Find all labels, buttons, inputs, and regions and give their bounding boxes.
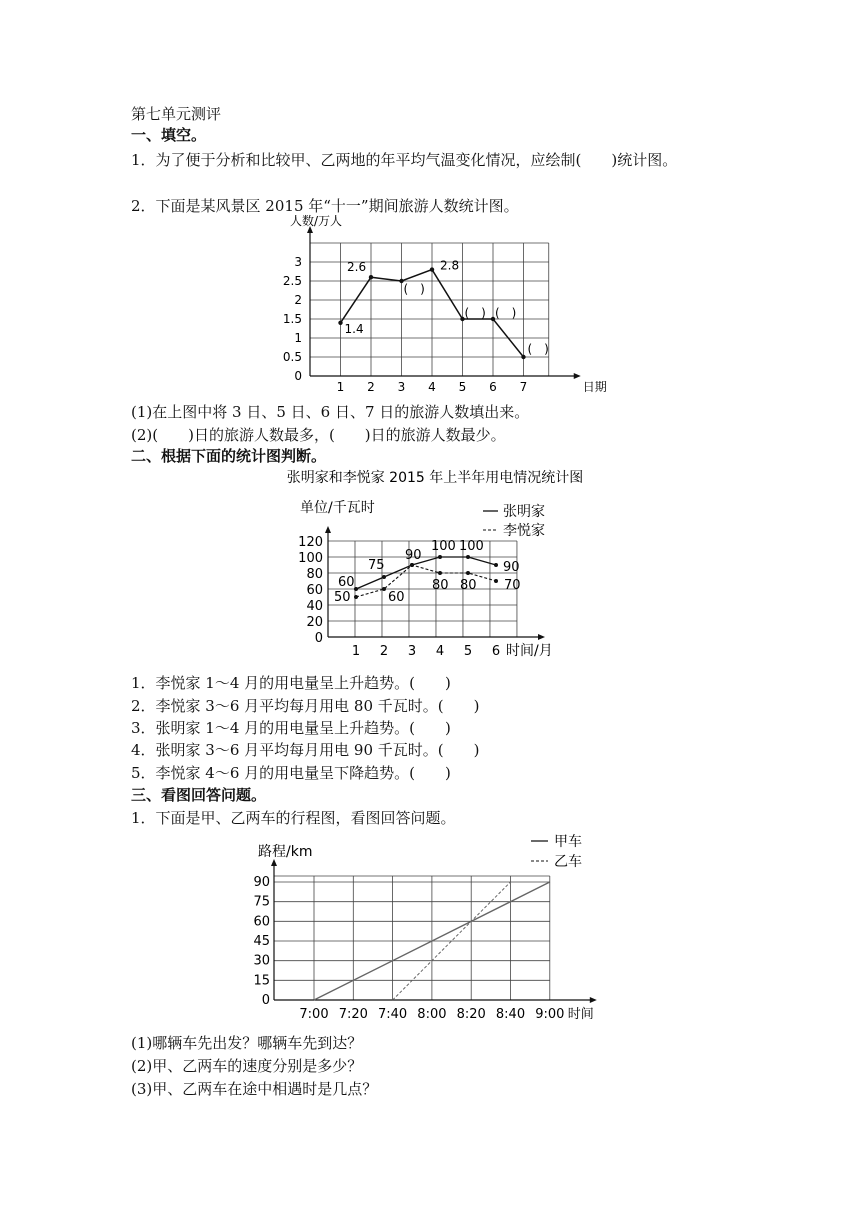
y-axis-label: 人数/万人	[290, 214, 343, 228]
y-tick-label: 75	[253, 894, 270, 910]
x-axis-label: 时间/月	[506, 643, 553, 659]
data-label: ( )	[527, 342, 549, 356]
x-tick-label: 1	[336, 380, 345, 394]
y-tick-label: 0.5	[282, 350, 302, 364]
question-3-1: 1．下面是甲、乙两车的行程图，看图回答问题。	[131, 809, 456, 827]
y-axis-label: 单位/千瓦时	[300, 500, 375, 516]
question-1-1: 1．为了便于分析和比较甲、乙两地的年平均气温变化情况，应绘制( )统计图。	[131, 151, 678, 169]
data-label: 2.8	[440, 258, 460, 273]
x-tick-label: 6	[491, 644, 501, 659]
data-point	[438, 555, 442, 559]
y-tick-label: 0	[314, 631, 323, 646]
x-axis-arrow	[574, 373, 581, 379]
x-tick-label: 1	[351, 644, 361, 659]
x-tick-label: 7:00	[299, 1007, 329, 1022]
page-title: 第七单元测评	[131, 105, 222, 123]
y-tick-label: 0	[294, 369, 302, 383]
data-point	[466, 571, 470, 575]
x-tick-label: 8:20	[456, 1007, 486, 1022]
data-label: 60	[388, 590, 405, 605]
y-tick-label: 2	[294, 293, 302, 307]
question-1-2: 2．下面是某风景区 2015 年“十一”期间旅游人数统计图。	[131, 197, 519, 215]
x-tick-label: 3	[407, 644, 417, 659]
judge-item-1: 1．李悦家 1～4 月的用电量呈上升趋势。( )	[131, 674, 451, 692]
judge-item-4: 4．张明家 3～6 月平均每月用电 90 千瓦时。( )	[131, 741, 480, 759]
question-3-1-1: (1)哪辆车先出发？哪辆车先到达？	[131, 1034, 363, 1052]
y-tick-label: 90	[253, 875, 270, 890]
data-point	[382, 587, 386, 591]
x-axis-label: 日期	[582, 380, 607, 394]
y-tick-label: 40	[306, 599, 323, 614]
data-label: ( )	[403, 282, 425, 296]
x-tick-label: 8:00	[417, 1007, 447, 1022]
data-label: 100	[459, 539, 484, 554]
data-label: 75	[368, 558, 385, 573]
data-label: 1.4	[344, 321, 364, 336]
section-1-heading: 一、填空。	[131, 126, 207, 144]
question-1-2-2: (2)( )日的旅游人数最多，( )日的旅游人数最少。	[131, 426, 506, 444]
data-point	[438, 571, 442, 575]
x-tick-label: 2	[367, 380, 375, 394]
question-3-1-2: (2)甲、乙两车的速度分别是多少？	[131, 1057, 363, 1075]
x-tick-label: 4	[428, 380, 436, 394]
legend-label: 张明家	[503, 504, 545, 520]
x-axis-arrow	[590, 997, 597, 1003]
x-tick-label: 7:20	[338, 1007, 368, 1022]
y-tick-label: 0	[261, 993, 270, 1008]
y-tick-label: 30	[253, 953, 270, 969]
y-tick-label: 60	[253, 914, 270, 930]
data-point	[521, 355, 525, 359]
x-tick-label: 8:40	[495, 1007, 526, 1022]
y-axis-label: 路程/km	[258, 844, 313, 860]
data-point	[354, 595, 358, 599]
x-tick-label: 9:00	[535, 1007, 565, 1022]
x-tick-label: 2	[379, 644, 389, 659]
y-tick-label: 120	[298, 535, 323, 550]
legend-label: 甲车	[554, 834, 582, 850]
y-tick-label: 60	[306, 583, 323, 598]
data-point	[369, 275, 373, 279]
data-label: 80	[460, 578, 477, 593]
x-tick-label: 3	[397, 380, 406, 394]
y-axis-arrow	[271, 859, 277, 866]
data-label: 100	[431, 539, 456, 554]
judge-item-3: 3．张明家 1～4 月的用电量呈上升趋势。( )	[131, 719, 451, 737]
data-point	[338, 321, 342, 325]
y-axis-arrow	[325, 526, 331, 533]
x-tick-label: 5	[463, 644, 473, 659]
y-tick-label: 1.5	[282, 312, 302, 326]
data-label: ( )	[464, 306, 486, 320]
data-label: 70	[504, 578, 521, 593]
y-tick-label: 80	[306, 567, 323, 582]
section-2-heading: 二、根据下面的统计图判断。	[131, 447, 327, 465]
data-label: 60	[338, 575, 355, 590]
data-label: ( )	[495, 306, 517, 320]
y-tick-label: 2.5	[282, 274, 302, 288]
tourist-count-line-chart	[270, 214, 607, 400]
question-3-1-3: (3)甲、乙两车在途中相遇时是几点？	[131, 1080, 378, 1098]
data-label: 80	[432, 578, 449, 593]
data-label: 2.6	[347, 260, 367, 275]
electricity-usage-line-chart	[250, 466, 620, 666]
question-1-2-1: (1)在上图中将 3 日、5 日、6 日、7 日的旅游人数填出来。	[131, 403, 530, 421]
x-tick-label: 5	[458, 380, 467, 394]
y-tick-label: 3	[294, 255, 302, 269]
judge-item-5: 5．李悦家 4～6 月的用电量呈下降趋势。( )	[131, 764, 451, 782]
x-tick-label: 7:40	[377, 1007, 408, 1022]
travel-distance-chart	[250, 828, 610, 1026]
data-point	[466, 555, 470, 559]
y-tick-label: 45	[253, 934, 270, 949]
legend-label: 李悦家	[503, 523, 545, 539]
data-label: 50	[334, 590, 351, 605]
legend-label: 乙车	[554, 854, 582, 870]
chart-title: 张明家和李悦家 2015 年上半年用电情况统计图	[286, 470, 584, 486]
data-point	[410, 563, 414, 567]
y-tick-label: 15	[253, 973, 270, 989]
section-3-heading: 三、看图回答问题。	[131, 786, 267, 804]
y-tick-label: 1	[294, 331, 302, 345]
judge-item-2: 2．李悦家 3～6 月平均每月用电 80 千瓦时。( )	[131, 697, 480, 715]
x-tick-label: 6	[489, 380, 497, 394]
x-axis-label: 时间	[567, 1007, 594, 1022]
x-tick-label: 7	[519, 380, 528, 394]
y-tick-label: 100	[298, 551, 323, 566]
data-point	[494, 563, 498, 567]
y-tick-label: 20	[306, 615, 323, 630]
data-point	[354, 587, 358, 591]
data-point	[494, 579, 498, 583]
x-tick-label: 4	[435, 644, 445, 659]
data-point	[382, 575, 386, 579]
x-axis-arrow	[538, 634, 545, 640]
data-label: 90	[503, 560, 520, 575]
data-point	[430, 267, 434, 271]
data-label: 90	[405, 548, 422, 563]
